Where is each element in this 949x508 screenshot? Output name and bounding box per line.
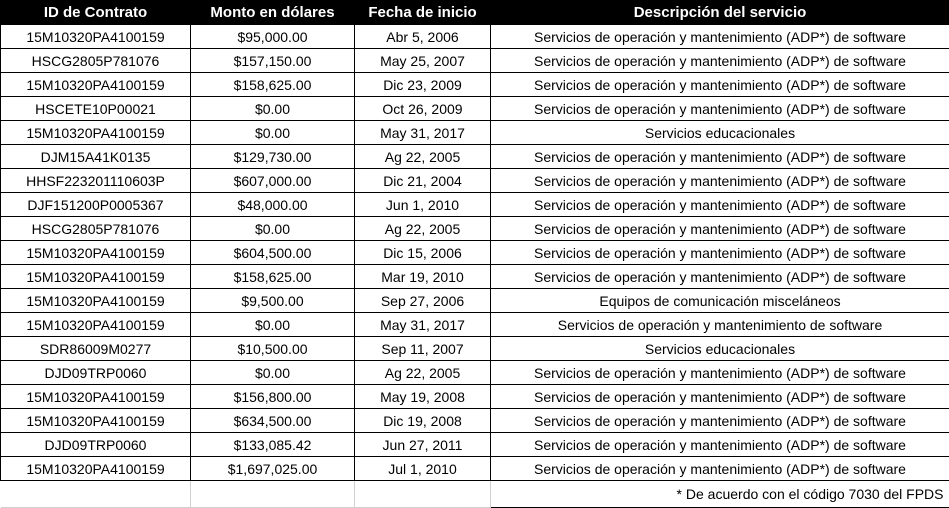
- description-cell: Servicios de operación y mantenimiento (ADP*) de software: [491, 193, 949, 217]
- amount-cell: $0.00: [191, 97, 355, 121]
- contract-id-cell: HSCETE10P00021: [1, 97, 191, 121]
- amount-cell: $604,500.00: [191, 241, 355, 265]
- contract-id-cell: DJF151200P0005367: [1, 193, 191, 217]
- table-row: [1, 433, 949, 457]
- empty-cell: [191, 481, 355, 508]
- description-cell: Servicios de operación y mantenimiento (ADP*) de software: [491, 73, 949, 97]
- description-cell: Servicios de operación y mantenimiento (ADP*) de software: [491, 433, 949, 457]
- description-cell: Servicios de operación y mantenimiento (ADP*) de software: [491, 361, 949, 385]
- start-date-cell: May 31, 2017: [355, 121, 491, 145]
- description-cell: Servicios educacionales: [491, 121, 949, 145]
- description-cell: Servicios de operación y mantenimiento (ADP*) de software: [491, 145, 949, 169]
- table-row: [1, 361, 949, 385]
- amount-cell: $95,000.00: [191, 25, 355, 49]
- amount-cell: $0.00: [191, 121, 355, 145]
- table-body: [1, 25, 949, 481]
- start-date-cell: Ag 22, 2005: [355, 217, 491, 241]
- table-row: [1, 337, 949, 361]
- table-row: [1, 457, 949, 481]
- contract-id-cell: HSCG2805P781076: [1, 217, 191, 241]
- contract-id-cell: 15M10320PA4100159: [1, 313, 191, 337]
- start-date-cell: Jun 27, 2011: [355, 433, 491, 457]
- contract-id-cell: 15M10320PA4100159: [1, 73, 191, 97]
- footnote-row: [1, 481, 949, 508]
- description-cell: Servicios de operación y mantenimiento (ADP*) de software: [491, 97, 949, 121]
- start-date-cell: Jul 1, 2010: [355, 457, 491, 481]
- description-cell: Servicios de operación y mantenimiento (ADP*) de software: [491, 385, 949, 409]
- description-cell: Servicios de operación y mantenimiento de software: [491, 313, 949, 337]
- start-date-cell: May 25, 2007: [355, 49, 491, 73]
- description-cell: Equipos de comunicación misceláneos: [491, 289, 949, 313]
- empty-cell: [1, 481, 191, 508]
- contract-id-cell: DJM15A41K0135: [1, 145, 191, 169]
- start-date-cell: Abr 5, 2006: [355, 25, 491, 49]
- contract-id-cell: 15M10320PA4100159: [1, 25, 191, 49]
- description-cell: Servicios de operación y mantenimiento (ADP*) de software: [491, 217, 949, 241]
- table-row: [1, 313, 949, 337]
- table-row: [1, 145, 949, 169]
- table-row: [1, 217, 949, 241]
- table-row: [1, 25, 949, 49]
- table-row: [1, 49, 949, 73]
- contract-id-cell: SDR86009M0277: [1, 337, 191, 361]
- footnote: * De acuerdo con el código 7030 del FPDS: [491, 481, 949, 508]
- start-date-cell: Ag 22, 2005: [355, 145, 491, 169]
- amount-cell: $634,500.00: [191, 409, 355, 433]
- description-cell: Servicios educacionales: [491, 337, 949, 361]
- start-date-cell: May 19, 2008: [355, 385, 491, 409]
- contract-id-cell: 15M10320PA4100159: [1, 457, 191, 481]
- table-row: [1, 193, 949, 217]
- description-cell: Servicios de operación y mantenimiento (ADP*) de software: [491, 457, 949, 481]
- table-row: [1, 409, 949, 433]
- contract-id-cell: 15M10320PA4100159: [1, 409, 191, 433]
- description-cell: Servicios de operación y mantenimiento (ADP*) de software: [491, 265, 949, 289]
- amount-cell: $607,000.00: [191, 169, 355, 193]
- description-cell: Servicios de operación y mantenimiento (ADP*) de software: [491, 25, 949, 49]
- amount-cell: $10,500.00: [191, 337, 355, 361]
- contract-id-cell: 15M10320PA4100159: [1, 121, 191, 145]
- start-date-cell: Ag 22, 2005: [355, 361, 491, 385]
- amount-cell: $9,500.00: [191, 289, 355, 313]
- header-amount: Monto en dólares: [191, 1, 355, 25]
- amount-cell: $0.00: [191, 313, 355, 337]
- contract-id-cell: DJD09TRP0060: [1, 361, 191, 385]
- description-cell: Servicios de operación y mantenimiento (ADP*) de software: [491, 409, 949, 433]
- start-date-cell: Oct 26, 2009: [355, 97, 491, 121]
- description-cell: Servicios de operación y mantenimiento (ADP*) de software: [491, 169, 949, 193]
- contract-id-cell: HHSF223201110603P: [1, 169, 191, 193]
- amount-cell: $0.00: [191, 217, 355, 241]
- amount-cell: $156,800.00: [191, 385, 355, 409]
- start-date-cell: Dic 15, 2006: [355, 241, 491, 265]
- start-date-cell: May 31, 2017: [355, 313, 491, 337]
- table-row: [1, 73, 949, 97]
- contract-id-cell: HSCG2805P781076: [1, 49, 191, 73]
- amount-cell: $129,730.00: [191, 145, 355, 169]
- contract-id-cell: 15M10320PA4100159: [1, 289, 191, 313]
- contract-id-cell: DJD09TRP0060: [1, 433, 191, 457]
- contract-id-cell: 15M10320PA4100159: [1, 241, 191, 265]
- table-row: [1, 169, 949, 193]
- amount-cell: $158,625.00: [191, 73, 355, 97]
- start-date-cell: Sep 11, 2007: [355, 337, 491, 361]
- table-row: [1, 289, 949, 313]
- amount-cell: $48,000.00: [191, 193, 355, 217]
- start-date-cell: Dic 23, 2009: [355, 73, 491, 97]
- start-date-cell: Jun 1, 2010: [355, 193, 491, 217]
- table-row: [1, 265, 949, 289]
- table-row: [1, 97, 949, 121]
- start-date-cell: Dic 21, 2004: [355, 169, 491, 193]
- description-cell: Servicios de operación y mantenimiento (ADP*) de software: [491, 241, 949, 265]
- contract-id-cell: 15M10320PA4100159: [1, 385, 191, 409]
- table-row: [1, 241, 949, 265]
- header-contract-id: ID de Contrato: [1, 1, 191, 25]
- header-start-date: Fecha de inicio: [355, 1, 491, 25]
- start-date-cell: Sep 27, 2006: [355, 289, 491, 313]
- contract-id-cell: 15M10320PA4100159: [1, 265, 191, 289]
- header-description: Descripción del servicio: [491, 1, 949, 25]
- amount-cell: $1,697,025.00: [191, 457, 355, 481]
- amount-cell: $157,150.00: [191, 49, 355, 73]
- amount-cell: $158,625.00: [191, 265, 355, 289]
- description-cell: Servicios de operación y mantenimiento (ADP*) de software: [491, 49, 949, 73]
- amount-cell: $0.00: [191, 361, 355, 385]
- amount-cell: $133,085.42: [191, 433, 355, 457]
- start-date-cell: Dic 19, 2008: [355, 409, 491, 433]
- empty-cell: [355, 481, 491, 508]
- table-row: [1, 121, 949, 145]
- table-row: [1, 385, 949, 409]
- header-row: [1, 1, 949, 25]
- start-date-cell: Mar 19, 2010: [355, 265, 491, 289]
